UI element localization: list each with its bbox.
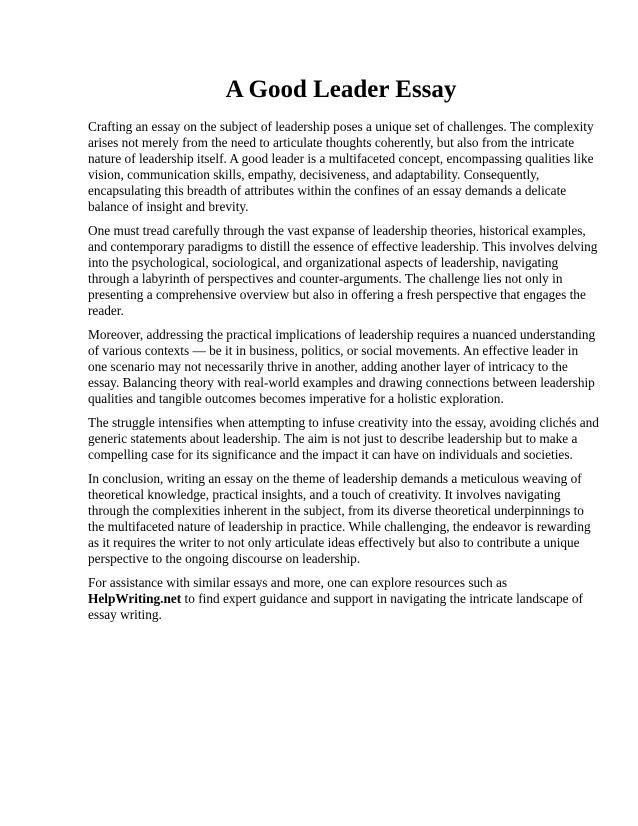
helpwriting-link[interactable]: HelpWriting.net [88,591,182,606]
paragraph-2: One must tread carefully through the vast expanse of leadership theories, historical examples, and contemporary paradigms to distill the essence of effective leadership. This involves delving into the psychological, sociological, and organizational aspects of leadership, navigating through a labyrinth of perspectives and counter-arguments. The challenge lies not only in presenting a comprehensive overview but also in offering a fresh perspective that engages the reader. [88,223,598,318]
closing-paragraph [88,575,600,623]
paragraph-5: In conclusion, writing an essay on the theme of leadership demands a meticulous weaving of theoretical knowledge, practical insights, and a touch of creativity. It involves navigating through the complexities inherent in the subject, from its diverse theoretical underpinnings to the multifaceted nature of leadership in practice. While challenging, the endeavor is rewarding as it requires the writer to not only articulate ideas effectively but also to contribute a unique perspective to the ongoing discourse on leadership. [88,471,591,566]
closing-text-after: to find expert guidance and support in navigating the intricate landscape of essay writing. [88,591,583,622]
paragraph-1: Crafting an essay on the subject of leadership poses a unique set of challenges. The complexity arises not merely from the need to articulate thoughts coherently, but also from the intricate nature of leadership itself. A good leader is a multifaceted concept, encompassing qualities like vision, communication skills, empathy, decisiveness, and adaptability. Consequently, encapsulating this breadth of attributes within the confines of an essay demands a delicate balance of insight and brevity. [88,119,594,214]
closing-text-before: For assistance with similar essays and more, one can explore resources such as [88,575,508,590]
essay-body [88,119,600,631]
page-title: A Good Leader Essay [225,76,457,103]
paragraph-4: The struggle intensifies when attempting to infuse creativity into the essay, avoiding clichés and generic statements about leadership. The aim is not just to describe leadership but to make a compelling case for its significance and the impact it can have on individuals and societies. [88,415,599,462]
paragraph-3: Moreover, addressing the practical implications of leadership requires a nuanced understanding of various contexts — be it in business, politics, or social movements. An effective leader in one scenario may not necessarily thrive in another, adding another layer of intricacy to the essay. Balancing theory with real-world examples and drawing connections between leadership qualities and tangible outcomes becomes imperative for a holistic exploration. [88,327,596,406]
